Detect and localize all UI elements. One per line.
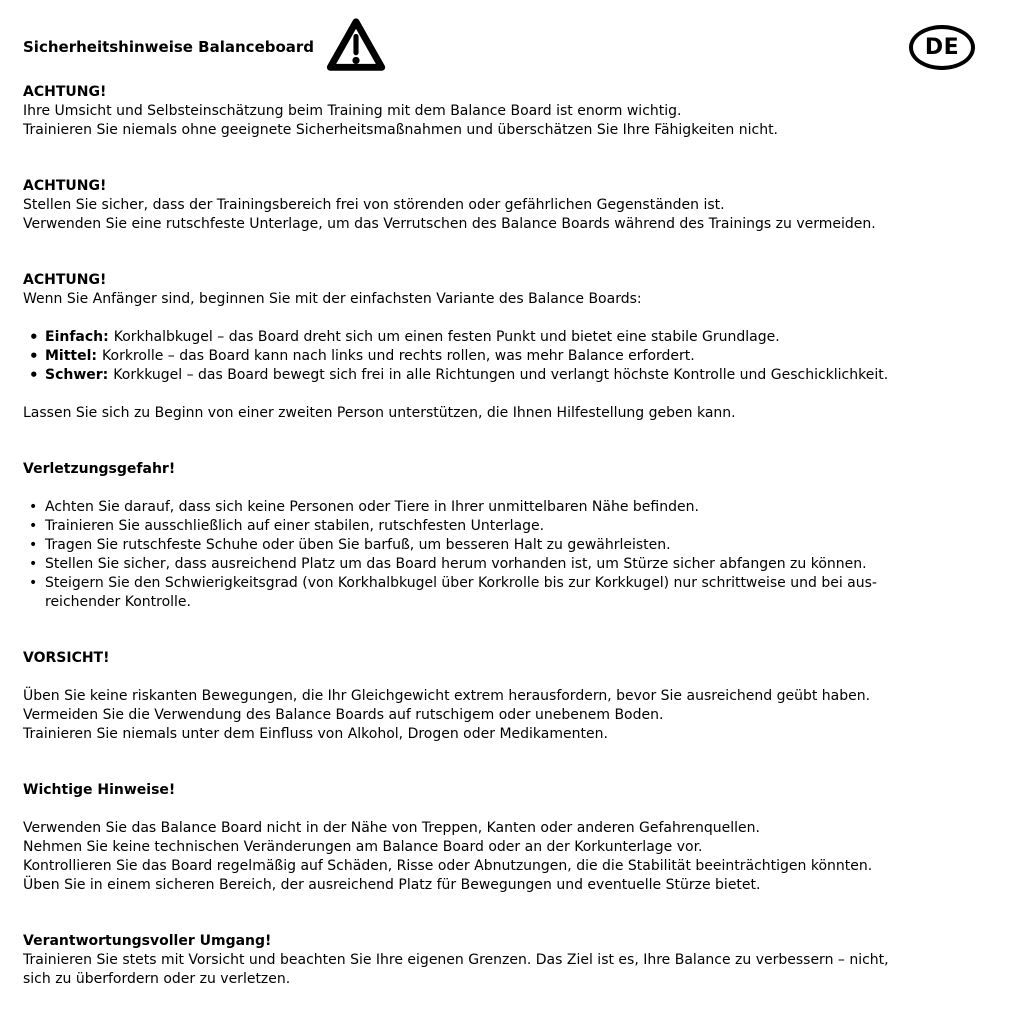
paragraph-line: Vermeiden Sie die Verwendung des Balance Boards auf rutschigem oder unebenem Boden.: [23, 707, 664, 723]
bullet-text: Tragen Sie rutschfeste Schuhe oder üben Sie barfuß, um besseren Halt zu gewährleisten.: [45, 537, 671, 553]
bullet-text: Trainieren Sie ausschließlich auf einer stabilen, rutschfesten Unterlage.: [45, 518, 545, 534]
bullet-lead: Schwer:: [45, 367, 109, 383]
paragraph-line: Lassen Sie sich zu Beginn von einer zweiten Person unterstützen, die Ihnen Hilfestellung geben kann.: [23, 405, 736, 421]
section-heading: VORSICHT!: [23, 650, 110, 666]
bullet-body-line: reichender Kontrolle.: [45, 594, 191, 610]
bullet-item: [23, 574, 1011, 612]
bullet-icon: •: [29, 347, 39, 365]
bullet-item: [23, 347, 1011, 366]
section-wichtige-hinweise: [23, 781, 1011, 895]
paragraph-line: Wenn Sie Anfänger sind, beginnen Sie mit der einfachsten Variante des Balance Boards:: [23, 291, 642, 307]
bullet-body: Korkrolle – das Board kann nach links und rechts rollen, was mehr Balance erfordert.: [102, 348, 695, 364]
language-badge: DE: [909, 25, 975, 70]
paragraph-line: Verwenden Sie eine rutschfeste Unterlage, um das Verrutschen des Balance Boards während des Trainings zu vermeiden.: [23, 216, 876, 232]
paragraph-line: Verwenden Sie das Balance Board nicht in der Nähe von Treppen, Kanten oder anderen Gefahrenquellen.: [23, 820, 760, 836]
section-heading: ACHTUNG!: [23, 84, 107, 100]
bullet-text: Stellen Sie sicher, dass ausreichend Platz um das Board herum vorhanden ist, um Stürze sicher abfangen zu können.: [45, 556, 867, 572]
bullet-body: Korkkugel – das Board bewegt sich frei in alle Richtungen und verlangt höchste Kontrolle und Geschicklichkeit.: [113, 367, 889, 383]
document-header: [23, 15, 1011, 79]
bullet-text: [45, 328, 780, 347]
paragraph-line: sich zu überfordern oder zu verletzen.: [23, 971, 291, 987]
bullet-icon: •: [29, 575, 38, 591]
paragraph-line: Trainieren Sie niemals ohne geeignete Sicherheitsmaßnahmen und überschätzen Sie Ihre Fähigkeiten nicht.: [23, 122, 779, 138]
bullet-text: [45, 366, 888, 385]
paragraph-line: Trainieren Sie stets mit Vorsicht und beachten Sie Ihre eigenen Grenzen. Das Ziel ist es, Ihre Balance zu verbessern – nicht,: [23, 952, 889, 968]
paragraph-line: Üben Sie keine riskanten Bewegungen, die Ihr Gleichgewicht extrem herausfordern, bevor Sie ausreichend geübt haben.: [23, 688, 871, 704]
section-heading: ACHTUNG!: [23, 272, 107, 288]
paragraph-line: Kontrollieren Sie das Board regelmäßig auf Schäden, Risse oder Abnutzungen, die die Stabilität beeinträchtigen könnten.: [23, 858, 873, 874]
document: [0, 15, 1029, 989]
bullet-icon: •: [29, 499, 38, 515]
bullet-item: [23, 366, 1011, 385]
section-heading: ACHTUNG!: [23, 178, 107, 194]
paragraph-line: Stellen Sie sicher, dass der Trainingsbereich frei von störenden oder gefährlichen Gegenständen ist.: [23, 197, 725, 213]
bullet-text: Achten Sie darauf, dass sich keine Personen oder Tiere in Ihrer unmittelbaren Nähe befinden.: [45, 499, 699, 515]
warning-triangle-icon: [326, 14, 386, 80]
hazard-bullet-list: [23, 498, 1011, 612]
section-heading: Wichtige Hinweise!: [23, 782, 176, 798]
section-achtung-2: [23, 177, 1011, 234]
bullet-item: [23, 536, 1011, 555]
bullet-body-line: Steigern Sie den Schwierigkeitsgrad (von Korkhalbkugel über Korkrolle bis zur Korkkugel) nur schrittweise und bei aus-: [45, 575, 877, 591]
bullet-lead: Mittel:: [45, 348, 98, 364]
bullet-icon: •: [29, 366, 39, 384]
paragraph-block: [23, 819, 1011, 895]
bullet-icon: •: [29, 556, 38, 572]
section-achtung-3: [23, 271, 1011, 423]
paragraph-line: Trainieren Sie niemals unter dem Einfluss von Alkohol, Drogen oder Medikamenten.: [23, 726, 608, 742]
difficulty-bullet-list: [23, 328, 1011, 385]
section-verletzungsgefahr: [23, 460, 1011, 612]
bullet-item: [23, 498, 1011, 517]
section-heading: Verantwortungsvoller Umgang!: [23, 933, 272, 949]
bullet-text: [45, 347, 695, 366]
bullet-text: [45, 574, 877, 612]
bullet-item: [23, 517, 1011, 536]
bullet-body: Korkhalbkugel – das Board dreht sich um einen festen Punkt und bietet eine stabile Grundlage.: [113, 329, 780, 345]
bullet-item: [23, 328, 1011, 347]
bullet-item: [23, 555, 1011, 574]
bullet-icon: •: [29, 518, 38, 534]
paragraph-line: Nehmen Sie keine technischen Veränderungen am Balance Board oder an der Korkunterlage vor.: [23, 839, 703, 855]
section-vorsicht: [23, 649, 1011, 744]
section-verantwortungsvoller-umgang: [23, 932, 1011, 989]
paragraph-line: Üben Sie in einem sicheren Bereich, der ausreichend Platz für Bewegungen und eventuelle Stürze bietet.: [23, 877, 761, 893]
page-title: Sicherheitshinweise Balanceboard: [23, 38, 315, 56]
section-achtung-1: [23, 83, 1011, 140]
paragraph-line: Ihre Umsicht und Selbsteinschätzung beim Training mit dem Balance Board ist enorm wichtig.: [23, 103, 682, 119]
bullet-icon: •: [29, 328, 39, 346]
bullet-lead: Einfach:: [45, 329, 109, 345]
bullet-icon: •: [29, 537, 38, 553]
paragraph-block: [23, 687, 1011, 744]
section-heading: Verletzungsgefahr!: [23, 461, 176, 477]
